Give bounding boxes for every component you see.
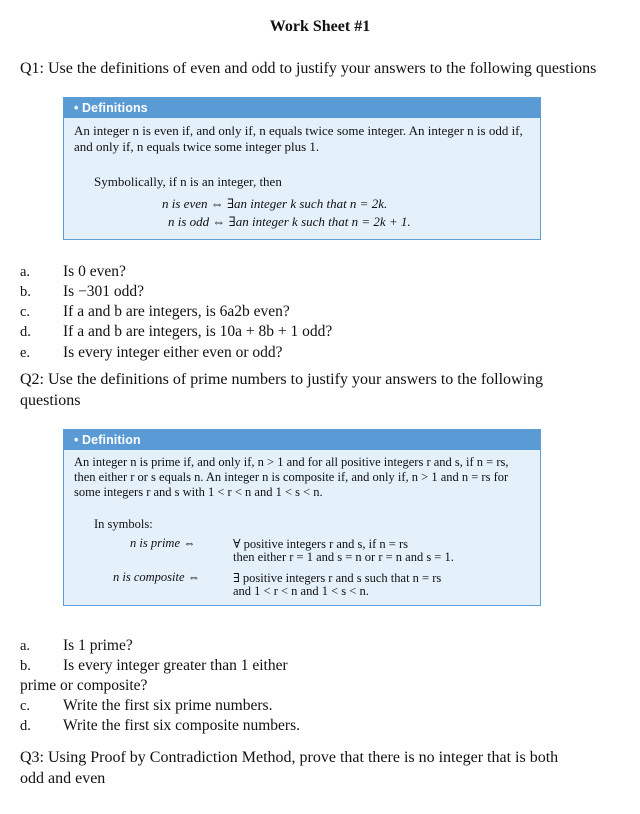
in-symbols-text: In symbols: bbox=[94, 517, 153, 531]
item-text: Is every integer greater than 1 either bbox=[63, 657, 288, 674]
item-label: e. bbox=[20, 345, 31, 361]
definitions-box-body: An integer n is even if, and only if, n equals twice some integer. An integer n is odd if, and only if, n equals twice some integer plus 1. bbox=[74, 123, 523, 154]
item-label: d. bbox=[20, 324, 31, 340]
question-2-items bbox=[0, 636, 640, 738]
item-label: c. bbox=[20, 698, 31, 714]
item-text: If a and b are integers, is 10a + 8b + 1 odd? bbox=[63, 323, 333, 340]
question-1: Q1: Use the definitions of even and odd to justify your answers to the following questions bbox=[20, 60, 597, 77]
definition-box-header: • Definition bbox=[64, 430, 540, 450]
item-label: c. bbox=[20, 304, 31, 320]
composite-definition-rhs-1: ∃ positive integers r and s such that n = rs bbox=[233, 571, 442, 585]
item-text: If a and b are integers, is 6a2b even? bbox=[63, 303, 290, 320]
question-2-line-1: Q2: Use the definitions of prime numbers to justify your answers to the following bbox=[20, 371, 544, 388]
question-3 bbox=[20, 747, 635, 789]
item-text: Is −301 odd? bbox=[63, 283, 145, 300]
even-definition-symbolic: n is even ⇔ ∃an integer k such that n = 2k. bbox=[162, 196, 388, 211]
question-1-items bbox=[0, 262, 640, 367]
item-label: a. bbox=[20, 638, 31, 654]
prime-definition-rhs-2: then either r = 1 and s = n or r = n and s = 1. bbox=[233, 550, 454, 564]
definitions-box-prime bbox=[63, 429, 541, 606]
item-label: b. bbox=[20, 284, 31, 300]
item-label: b. bbox=[20, 658, 31, 674]
item-text: Write the first six composite numbers. bbox=[63, 717, 300, 734]
definitions-box-even-odd bbox=[63, 97, 541, 240]
item-text: Is every integer either even or odd? bbox=[63, 344, 283, 361]
composite-definition-rhs-2: and 1 < r < n and 1 < s < n. bbox=[233, 584, 369, 598]
prime-definition-rhs-1: ∀ positive integers r and s, if n = rs bbox=[233, 537, 408, 551]
question-3-line-2: odd and even bbox=[20, 770, 106, 787]
item-text-continuation: prime or composite? bbox=[20, 677, 148, 694]
question-2 bbox=[20, 369, 635, 411]
question-2-line-2: questions bbox=[20, 392, 81, 409]
symbolically-text: Symbolically, if n is an integer, then bbox=[94, 174, 282, 189]
definitions-box-header: • Definitions bbox=[64, 98, 540, 118]
item-text: Is 1 prime? bbox=[63, 637, 133, 654]
item-text: Is 0 even? bbox=[63, 263, 126, 280]
composite-definition-lhs: n is composite ⇔ bbox=[113, 570, 201, 584]
worksheet-title: Work Sheet #1 bbox=[269, 18, 371, 35]
definition-box-body: An integer n is prime if, and only if, n > 1 and for all positive integers r and s, if n = rs, then either r or s equals n. An integer n is composite if, and only if, n > 1 and n = rs for some integers r and s with 1 < r < n and 1 < s < n. bbox=[74, 455, 509, 499]
odd-definition-symbolic: n is odd ⇔ ∃an integer k such that n = 2k + 1. bbox=[168, 214, 411, 229]
item-label: a. bbox=[20, 264, 31, 280]
item-text: Write the first six prime numbers. bbox=[63, 697, 273, 714]
item-label: d. bbox=[20, 718, 31, 734]
prime-definition-lhs: n is prime ⇔ bbox=[130, 536, 196, 550]
question-3-line-1: Q3: Using Proof by Contradiction Method, prove that there is no integer that is both bbox=[20, 749, 559, 766]
